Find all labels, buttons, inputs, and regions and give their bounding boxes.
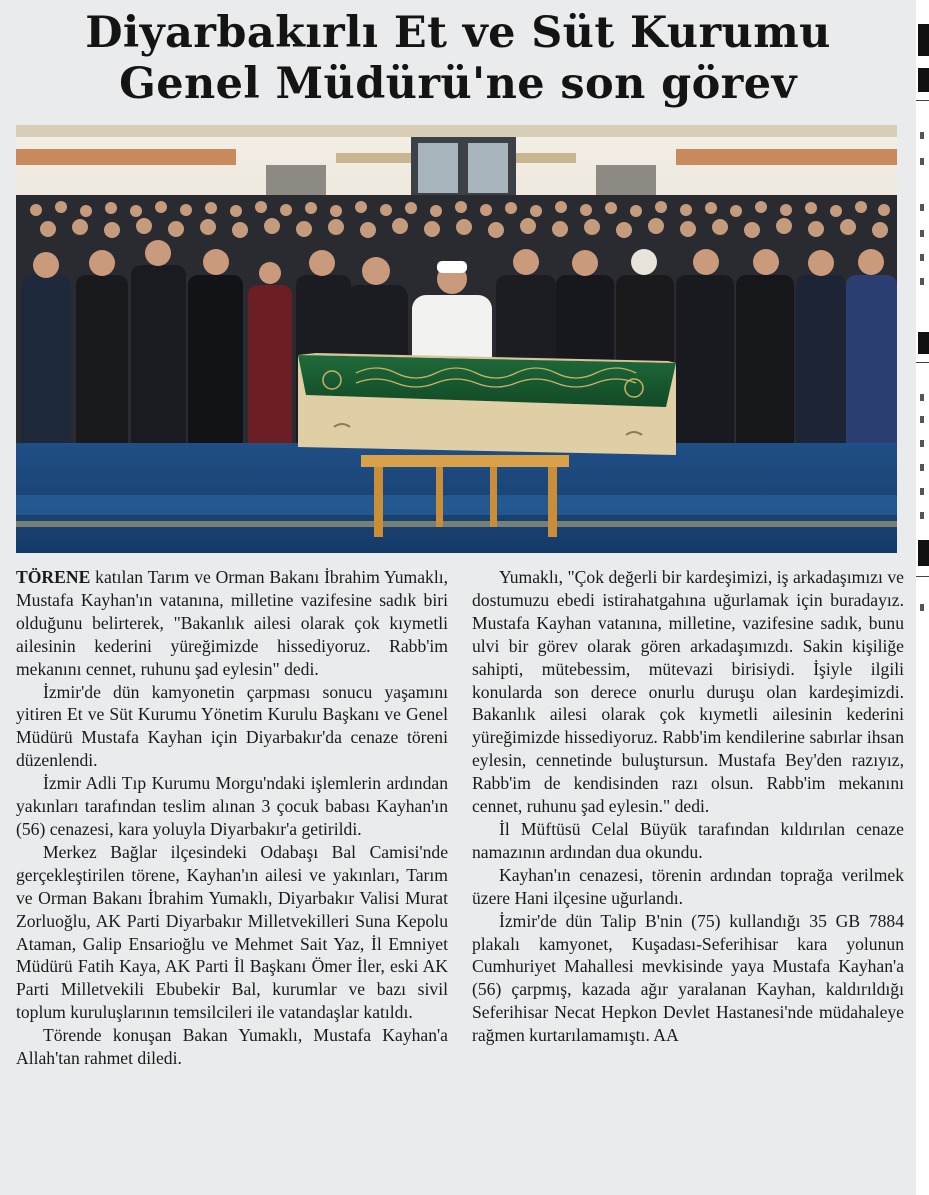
headline	[0, 8, 916, 110]
article-paragraph-2: İzmir'de dün kamyonetin çarpması sonucu yaşamını yitiren Et ve Süt Kurumu Yönetim Kurulu Başkanı ve Genel Müdürü Mustafa Kayhan için Diyarbakır'da cenaze töreni düzenlendi.	[16, 681, 448, 771]
article-lead-text: katılan Tarım ve Orman Bakanı İbrahim Yumaklı, Mustafa Kayhan'ın vatanına, milletine vazifesine sadık biri olduğunu belirterek, "Bakanlık ailesi olarak çok kıymetli ailesinin kederini yüreğimizde hissediyoruz. Rabb'im mekanını cennet, ruhunu şad eylesin" dedi.	[16, 567, 448, 679]
article-paragraph-8: Kayhan'ın cenazesi, törenin ardından toprağa verilmek üzere Hani ilçesine uğurlandı.	[472, 864, 904, 908]
article-paragraph-5: Törende konuşan Bakan Yumaklı, Mustafa Kayhan'a Allah'tan rahmet diledi.	[16, 1025, 448, 1069]
funeral-prayer-photo	[16, 125, 897, 553]
adjacent-page-edge	[916, 0, 929, 1195]
article-column-left	[16, 566, 448, 1070]
article-lead-paragraph	[16, 566, 448, 681]
article-paragraph-4: Merkez Bağlar ilçesindeki Odabaşı Bal Camisi'nde gerçekleştirilen törene, Kayhan'ın ailesi ve yakınları, Tarım ve Orman Bakanı İbrahim Yumaklı, Diyarbakır Valisi Murat Zorluoğlu, AK Parti Diyarbakır Milletvekilleri Suna Kepolu Ataman, Galip Ensarioğlu ve Mehmet Sait Yaz, İl Emniyet Müdürü Fatih Kaya, AK Parti İl Başkanı Ömer İler, eski AK Parti Milletvekili Ebubekir Bal, kurumlar ve bazı sivil toplum kuruluşlarının temsilcileri ile vatandaşlar katıldı.	[16, 841, 448, 1023]
article-lead-word: TÖRENE	[16, 567, 91, 587]
article-paragraph-6: Yumaklı, "Çok değerli bir kardeşimizi, iş arkadaşımızı ve dostumuzu ebedi istirahatgahına uğurlamak için buradayız. Mustafa Kayhan vatanına, milletine, vazifesine sadık, bunu ulvi bir görev olarak gören arkadaşımızdı. Sakin kişiliğe sahipti, mütebessim, mütevazi birisiydi. İşiyle ilgili konularda son derece onurlu duruşu olan kardeşimizdi. Bakanlık ailesi olarak çok kıymetli ailesinin kederini yüreğimizde hissediyoruz. Rabb'im kendilerine sabırlar ihsan eylesin, cennetinde buluştursun. Mustafa Bey'den razıyız, Rabb'im de kendisinden razı olsun. Rabb'im mekanını cennet, ruhunu şad eylesin." dedi.	[472, 567, 904, 817]
article-column-right	[472, 566, 904, 1047]
headline-line-2: Genel Müdürü'ne son görev	[119, 59, 797, 109]
article-paragraph-9: İzmir'de dün Talip B'nin (75) kullandığı 35 GB 7884 plakalı kamyonet, Kuşadası-Seferihisar kara yolunun Cumhuriyet Mahallesi mevkisinde yaya Mustafa Kayhan'a (56) çarpmış, kazada ağır yaralanan Kayhan, kaldırıldığı Seferihisar Necat Hepkon Devlet Hastanesi'nde müdahaleye rağmen kurtarılamamıştı. AA	[472, 910, 904, 1046]
headline-line-1: Diyarbakırlı Et ve Süt Kurumu	[85, 8, 831, 58]
article-paragraph-7: İl Müftüsü Celal Büyük tarafından kıldırılan cenaze namazının ardından dua okundu.	[472, 818, 904, 862]
article-paragraph-3: İzmir Adli Tıp Kurumu Morgu'ndaki işlemlerin ardından yakınları tarafından teslim alınan 3 çocuk babası Kayhan'ın (56) cenazesi, kara yoluyla Diyarbakır'a getirildi.	[16, 773, 448, 839]
